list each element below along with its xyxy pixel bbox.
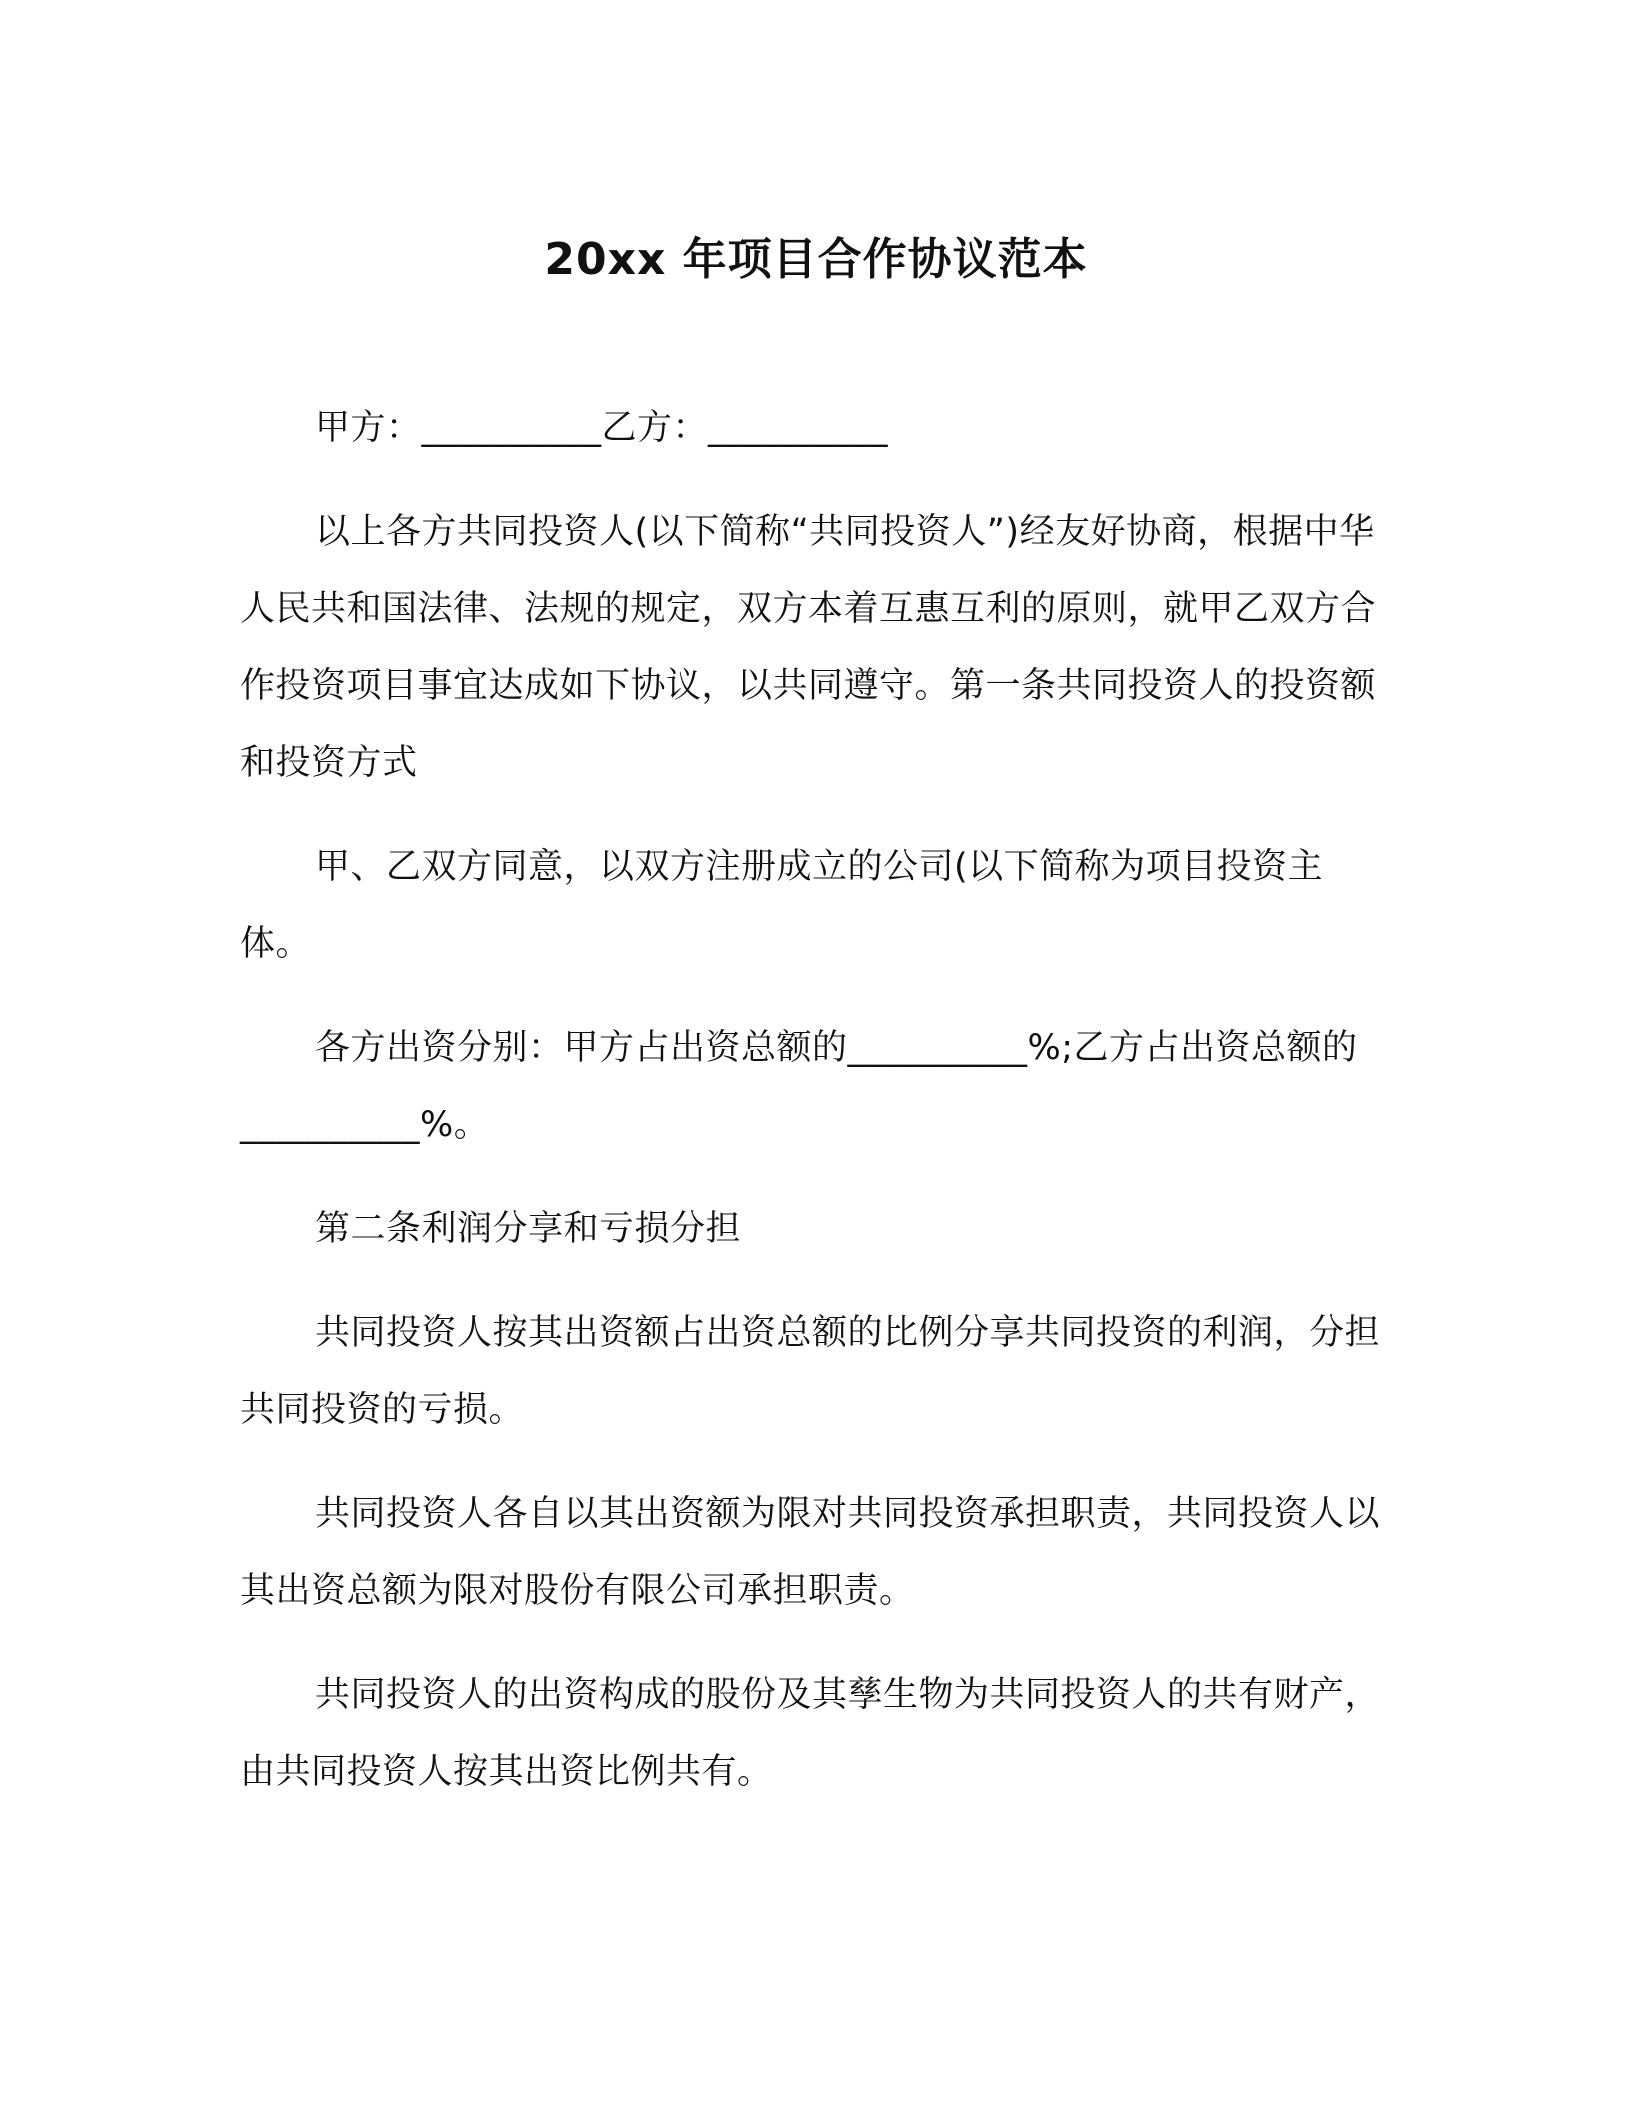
article-two-heading: 第二条利润分享和亏损分担: [315, 1209, 742, 1249]
document-title: 20xx 年项目合作协议范本: [544, 234, 1088, 285]
preamble-paragraph: 以上各方共同投资人(以下简称“共同投资人”)经友好协商，根据中华人民共和国法律、法规的规定，双方本着互惠互利的原则，就甲乙双方合作投资项目事宜达成如下协议，以共同遵守。第一条共同投资人的投资额和投资方式: [240, 512, 1377, 783]
shared-property-paragraph: 共同投资人的出资构成的股份及其孳生物为共同投资人的共有财产，由共同投资人按其出资比例共有。: [240, 1675, 1381, 1792]
liability-paragraph: 共同投资人各自以其出资额为限对共同投资承担职责，共同投资人以其出资总额为限对股份有限公司承担职责。: [240, 1494, 1381, 1611]
document-body: [240, 390, 1390, 1838]
parties-line: 甲方：__________乙方：__________: [315, 408, 889, 448]
contribution-ratio-paragraph: 各方出资分别：甲方占出资总额的__________%;乙方占出资总额的__________%。: [240, 1028, 1358, 1145]
investment-entity-paragraph: 甲、乙双方同意，以双方注册成立的公司(以下简称为项目投资主体。: [240, 847, 1324, 964]
profit-sharing-paragraph: 共同投资人按其出资额占出资总额的比例分享共同投资的利润，分担共同投资的亏损。: [240, 1313, 1381, 1430]
